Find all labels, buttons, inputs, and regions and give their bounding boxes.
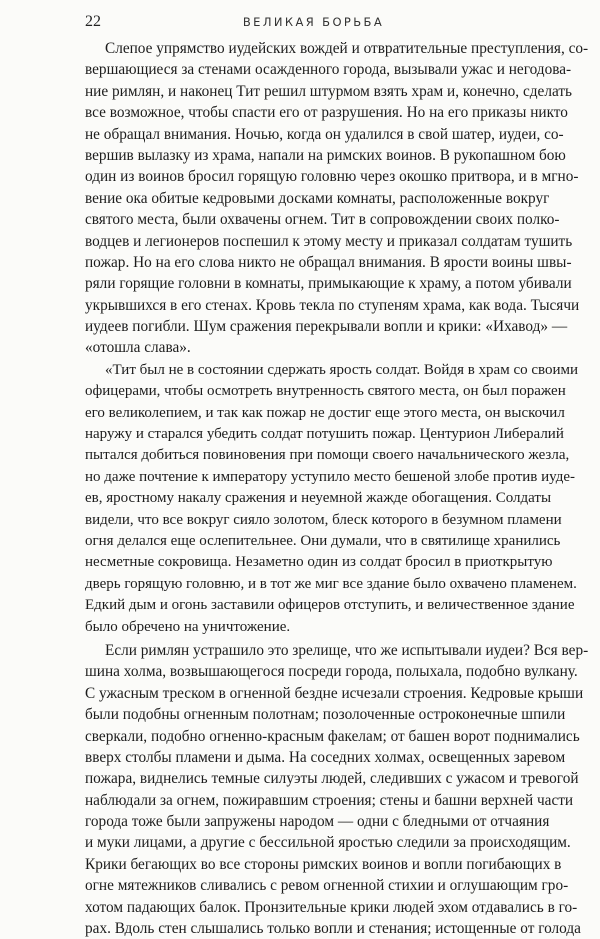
text-line: дверь горящую головню, и в тот же миг все здание было охвачено пламенем. <box>85 575 577 592</box>
text-line: ев, яростному накалу сражения и неуемной жажде обогащения. Солдаты <box>85 490 552 507</box>
page-body <box>85 38 589 939</box>
text-line: Если римлян устрашило это зрелище, что же испытывали иудеи? Вся вер- <box>105 641 589 659</box>
text-line: один из воинов бросил горящую головню через окошко притвора, и в мгно- <box>85 168 579 186</box>
text-line: укрывшихся в его стенах. Кровь текла по ступеням храма, как вода. Тысячи <box>85 296 580 314</box>
text-line: пытался добиться повиновения при помощи своего начальнического жезла, <box>85 447 570 464</box>
text-line: его великолепием, и так как пожар не достиг еще этого места, он выскочил <box>85 404 565 421</box>
text-line: святого места, были охвачены огнем. Тит в сопровождении своих полко- <box>85 211 560 229</box>
text-line: «отошла слава». <box>85 339 191 357</box>
text-line: наружу и старался убедить солдат потушить пожар. Центурион Либералий <box>85 426 564 443</box>
text-line: не обращал внимания. Ночью, когда он удалился в свой шатер, иудеи, со- <box>85 125 564 143</box>
text-line: наблюдали за огнем, пожиравшим строения; стены и башни верхней части <box>85 791 574 809</box>
text-line: иудеев погибли. Шум сражения перекрывали вопли и крики: «Ихавод» — <box>85 318 568 336</box>
page-number: 22 <box>85 13 101 30</box>
text-line: но даже почтение к императору уступило место бешеной злобе против иуде- <box>85 468 575 485</box>
text-line: ние римлян, и наконец Тит решил штурмом взять храм и, конечно, сделать <box>85 82 573 100</box>
quote-paragraph <box>85 360 579 638</box>
text-line: «Тит был не в состоянии сдержать ярость солдат. Войдя в храм со своими <box>105 361 579 378</box>
text-line: вершив вылазку из храма, напали на римских воинов. В рукопашном бою <box>85 146 566 164</box>
running-title: ВЕЛИКАЯ БОРЬБА <box>242 15 385 29</box>
text-line: шина холма, возвышающегося посреди города, полыхала, подобно вулкану. <box>85 663 578 681</box>
text-line: Едкий дым и огонь заставили офицеров отступить, и величественное здание <box>85 597 575 614</box>
text-line: было обречено на уничтожение. <box>85 618 291 635</box>
text-line: огня делался еще ослепительнее. Они думали, что в святилище хранились <box>85 532 561 549</box>
text-line: были подобны огненным полотнам; позолоченные остроконечные шпили <box>85 706 566 724</box>
text-line: хотом падающих балок. Пронзительные крики людей эхом отдавались в го- <box>85 898 578 916</box>
text-line: офицерами, чтобы осмотреть внутренность святого места, он был поражен <box>85 383 566 400</box>
text-line: пожара, виднелись темные силуэты людей, следивших с ужасом и тревогой <box>85 770 579 788</box>
text-line: вершающиеся за стенами осажденного города, вызывали ужас и негодова- <box>85 61 572 79</box>
text-line: видели, что все вокруг сияло золотом, блеск которого в безумном пламени <box>85 511 562 528</box>
text-line: вверх столбы пламени и дыма. На соседних холмах, освещенных заревом <box>85 748 566 766</box>
text-line: сверкали, подобно огненно-красным факелам; от башен ворот поднимались <box>85 727 580 745</box>
text-line: пожар. Но на его слова никто не обращал внимания. В ярости воины швы- <box>85 253 572 271</box>
text-line: и муки лицами, а другие с бессильной яростью следили за происходящим. <box>85 834 571 852</box>
text-line: огне мятежников сливались с ревом огненной стихии и оглушающим гро- <box>85 877 569 895</box>
text-line: Слепое упрямство иудейских вождей и отвратительные преступления, со- <box>105 40 589 57</box>
text-line: Крики бегающих во все стороны римских воинов и вопли погибающих в <box>85 855 562 873</box>
paragraph <box>85 640 589 939</box>
paragraph <box>85 38 589 359</box>
text-line: С ужасным треском в огненной бездне исчезали строения. Кедровые крыши <box>85 684 584 702</box>
text-line: ряли горящие головни в комнаты, примыкающие к храму, а потом убивали <box>85 275 572 293</box>
text-line: несметные сокровища. Незаметно один из солдат бросил в приоткрытую <box>85 554 553 571</box>
text-line: водцев и легионеров поспешил к этому месту и приказал солдатам тушить <box>85 232 573 250</box>
page-header <box>85 13 542 33</box>
text-line: города тоже были запружены народом — одни с бледными от отчаяния <box>85 813 550 831</box>
text-line: рах. Вдоль стен слышались только вопли и стенания; истощенные от голода <box>85 920 581 938</box>
text-line: вение ока обитые кедровыми досками комнаты, расположенные вокруг <box>85 189 550 207</box>
text-line: все возможное, чтобы спасти его от разрушения. Но на его приказы никто <box>85 104 568 122</box>
